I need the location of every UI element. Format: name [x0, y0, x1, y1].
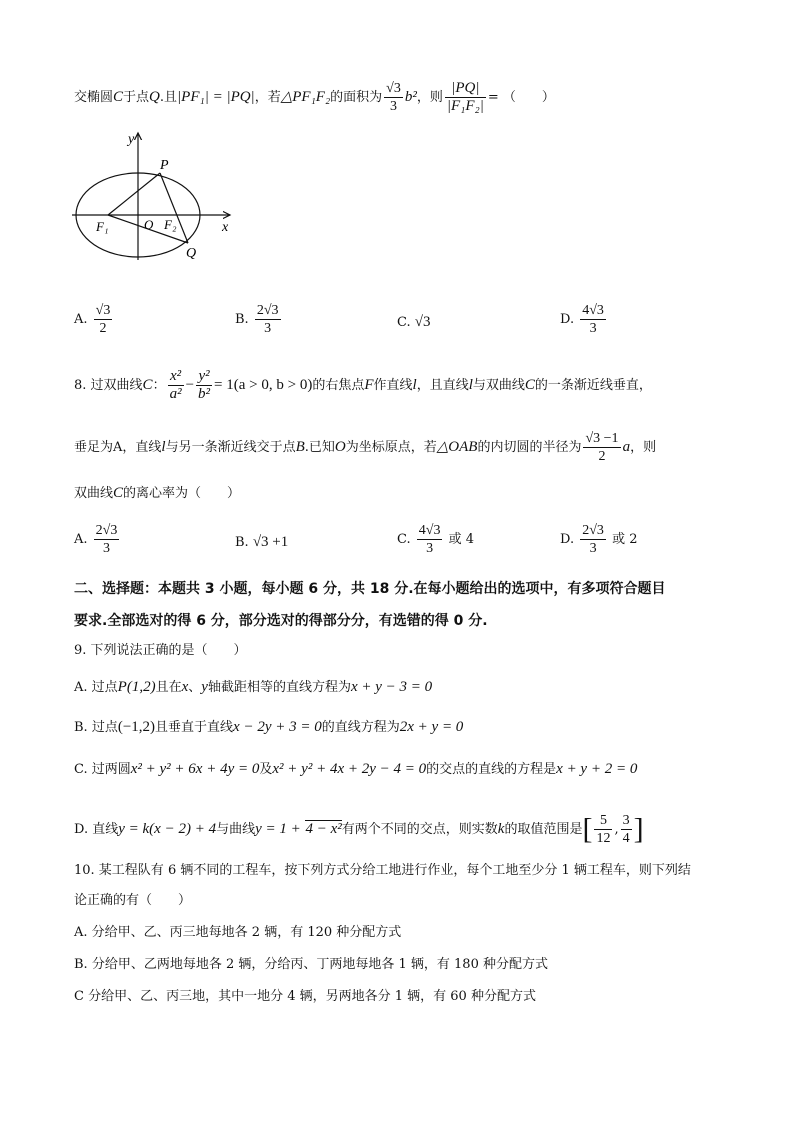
q7-area-fraction: $\frac{√3}{3}$	[386, 81, 401, 114]
q9-option-b: B. 过点(−1,2)且垂直于直线x − 2y + 3 = 0的直线方程为2x + y = 0	[74, 719, 464, 735]
q7-option-a: A. $\frac{√3}{2}$	[74, 303, 111, 336]
ellipse-figure	[70, 125, 250, 265]
q8-line-1: 8. 过双曲线C： $\frac{\text{x²}}{\text{a²}}$ − $\frac{\text{y²}}{\text{b²}}$ = 1(a > 0, b > 0)的右焦点F作直线l，且直线l与双曲线C的一条渐近线垂直，	[74, 368, 652, 402]
q7-condition: |PF₁| = |PQ|	[177, 89, 255, 105]
segment-f1-p	[108, 173, 160, 215]
q8-radius-fraction: $\frac{√3 -1}{2}$	[585, 431, 619, 464]
q7-ratio-fraction: $\frac{|PQ|}{\text{|F₁F₂|}}$	[446, 80, 484, 114]
q8-option-b: B. √3 +1	[235, 534, 289, 550]
q7-text: ，若	[254, 90, 281, 105]
q8-option-d: D. $\frac{2√3}{3}$ 或 2	[560, 523, 638, 556]
label-o: O	[144, 217, 154, 232]
q7-text: 于点	[123, 90, 150, 105]
q7-area-tail: b²	[404, 89, 417, 105]
q7-option-d: D. $\frac{4√3}{3}$	[560, 303, 604, 336]
segment-p-q	[160, 173, 188, 243]
label-y: y	[128, 132, 135, 147]
label-f2: F₂	[164, 217, 177, 232]
q7-option-b: B. $\frac{2√3}{3}$	[235, 303, 279, 336]
q8-line-3: 双曲线C的离心率为（ ）	[74, 485, 241, 501]
q7-triangle: △PF₁F₂	[280, 89, 331, 105]
q10-option-a: A. 分给甲、乙、丙三地每地各 2 辆，有 120 种分配方式	[74, 925, 402, 940]
q9-option-a: A. 过点P(1,2)且在x、y轴截距相等的直线方程为x + y − 3 = 0	[74, 679, 433, 695]
q10-line-2: 论正确的有（ ）	[74, 893, 192, 908]
q7-text: 的面积为	[330, 90, 383, 105]
q7-text: ，则	[416, 90, 443, 105]
q7-option-c: C. √3	[397, 314, 431, 330]
q7-text: .且	[159, 90, 178, 105]
q7-text: = （ ）	[487, 90, 555, 105]
q8-x-fraction: $\frac{\text{x²}}{\text{a²}}$	[169, 368, 182, 402]
q7-text: 交椭圆	[74, 90, 114, 105]
q7-ellipse-c: C	[113, 89, 124, 105]
section2-line-1: 二、选择题：本题共 3 小题，每小题 6 分，共 18 分.在每小题给出的选项中，有多项符合题目	[74, 581, 666, 597]
q10-option-c: C 分给甲、乙、丙三地，其中一地分 4 辆，另两地各分 1 辆，有 60 种分配方式	[74, 989, 536, 1004]
q7-continuation	[74, 80, 555, 115]
q8-option-c: C. $\frac{4√3}{3}$ 或 4	[397, 523, 474, 556]
label-f1: F₁	[96, 219, 109, 234]
q9-stem: 9. 下列说法正确的是（ ）	[74, 643, 247, 658]
label-p: P	[160, 158, 169, 173]
label-x: x	[222, 220, 229, 235]
q8-option-a: A. $\frac{2√3}{3}$	[74, 523, 118, 556]
q9-option-c: C. 过两圆x² + y² + 6x + 4y = 0及x² + y² + 4x + 2y − 4 = 0的交点的直线的方程是x + y + 2 = 0	[74, 761, 638, 777]
q8-y-fraction: $\frac{\text{y²}}{\text{b²}}$	[198, 368, 211, 402]
q9-option-d: D. 直线y = k(x − 2) + 4与曲线y = 1 + 4 − x²有两个不同的交点，则实数k的取值范围是[ $\frac{5}{12}$ , $\frac{3}{4}$ ]	[74, 812, 644, 846]
section2-line-2: 要求.全部选对的得 6 分，部分选对的得部分分，有选错的得 0 分.	[74, 613, 488, 629]
q10-option-b: B. 分给甲、乙两地每地各 2 辆，分给丙、丁两地每地各 1 辆，有 180 种分配方式	[74, 957, 548, 972]
q7-point-q: Q	[149, 89, 160, 105]
q8-line-2: 垂足为A，直线l与另一条渐近线交于点B.已知O为坐标原点，若△OAB的内切圆的半径为 $\frac{√3 -1}{2}$ a，则	[74, 431, 657, 464]
label-q: Q	[186, 246, 197, 261]
q10-line-1: 10. 某工程队有 6 辆不同的工程车，按下列方式分给工地进行作业，每个工地至少分 1 辆工程车，则下列结	[74, 863, 691, 878]
